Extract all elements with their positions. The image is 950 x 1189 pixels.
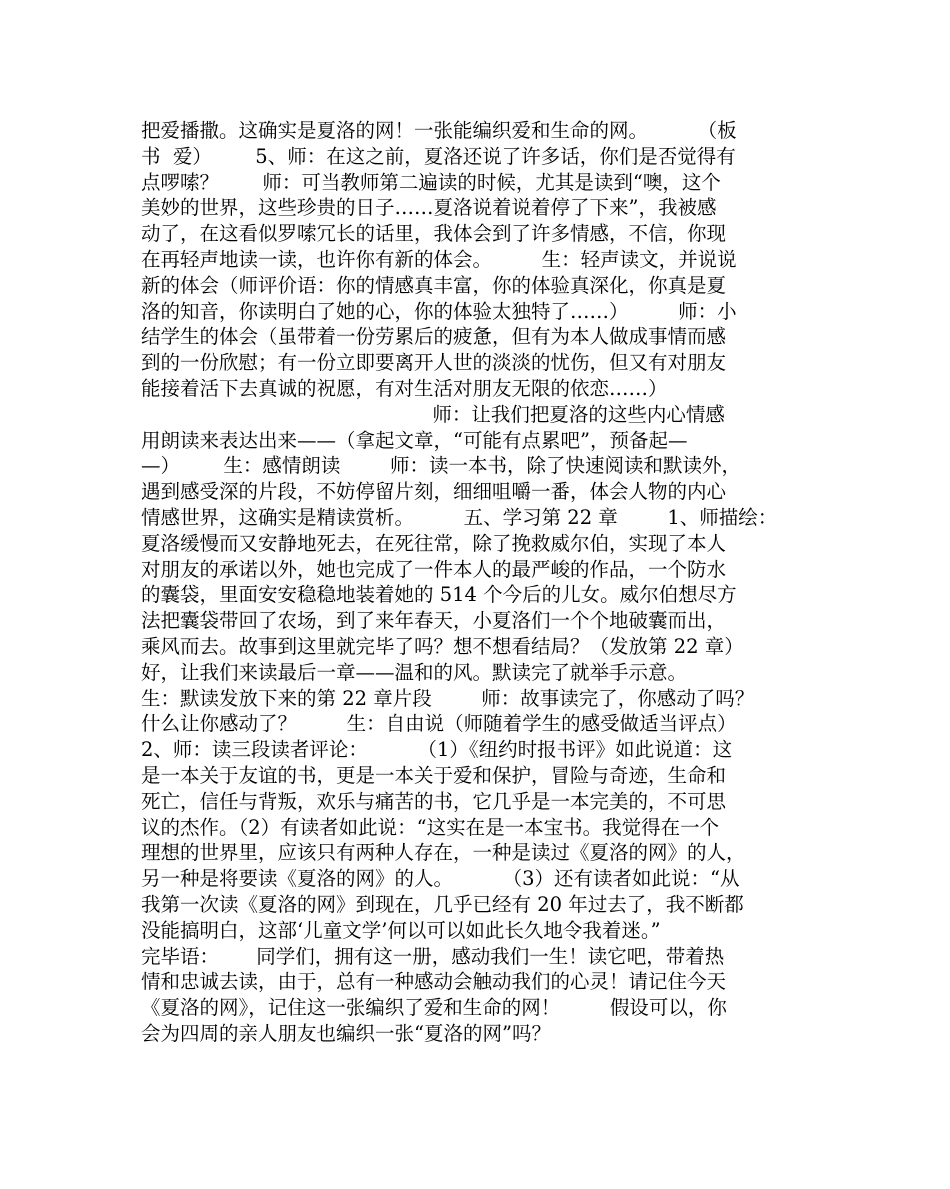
text-line: 美妙的世界，这些珍贵的日子……夏洛说着说着停了下来”，我被感 [141, 196, 717, 220]
text-line: 点啰嗦？ 师：可当教师第二遍读的时候，尤其是读到“噢，这个 [141, 170, 721, 194]
text-line: 《夏洛的网》，记住这一张编织了爱和生命的网！ 假设可以，你 [141, 996, 727, 1020]
text-line: 没能搞明白，这部‘儿童文学’何以可以如此长久地令我着迷。” [141, 918, 661, 942]
text-line: 洛的知音，你读明白了她的心，你的体验太独特了……） 师：小 [141, 299, 737, 323]
text-line: 夏洛缓慢而又安静地死去，在死往常，除了挽救威尔伯，实现了本人 [141, 531, 727, 555]
text-line: 能接着活下去真诚的祝愿，有对生活对朋友无限的依恋……） [141, 376, 668, 400]
text-line: 议的杰作。（2）有读者如此说：“这实在是一本宝书。我觉得在一个 [141, 815, 720, 839]
text-line: 新的体会（师评价语：你的情感真丰富，你的体验真深化，你真是夏 [141, 273, 727, 297]
text-line: 乘风而去。故事到这里就完毕了吗？想不想看结局？（发放第 22 章） [141, 634, 744, 658]
text-line: 会为四周的亲人朋友也编织一张“夏洛的网”吗？ [141, 1021, 551, 1045]
text-line: 对朋友的承诺以外，她也完成了一件本人的最严峻的作品，一个防水 [141, 557, 727, 581]
text-line: 是一本关于友谊的书，更是一本关于爱和保护，冒险与奇迹，生命和 [141, 763, 727, 787]
text-line: 用朗读来表达出来——（拿起文章，“可能有点累吧”，预备起— [141, 428, 688, 452]
document-body-text [141, 118, 811, 1047]
text-line: 把爱播撒。这确实是夏洛的网！一张能编织爱和生命的网。 （板 [141, 119, 737, 142]
text-line: 2、师：读三段读者评论： （1）《纽约时报书评》如此说道：这 [141, 738, 733, 762]
text-line: 在再轻声地读一读，也许你有新的体会。 生：轻声读文，并说说 [141, 247, 737, 271]
text-line: 情和忠诚去读，由于，总有一种感动会触动我们的心灵！请记住今天 [141, 970, 727, 994]
text-line: 生：默读发放下来的第 22 章片段 师：故事读完了，你感动了吗？ [141, 686, 755, 710]
text-line: 师：让我们把夏洛的这些内心情感 [141, 402, 725, 426]
text-line: 好，让我们来读最后一章——温和的风。默读完了就举手示意。 [141, 660, 688, 684]
text-line: 另一种是将要读《夏洛的网》的人。 （3）还有读者如此说：“从 [141, 867, 740, 891]
text-line: 理想的世界里，应该只有两种人存在，一种是读过《夏洛的网》的人， [141, 841, 746, 865]
text-line: 书 爱） 5、师：在这之前，夏洛还说了许多话，你们是否觉得有 [141, 144, 736, 168]
text-line: 什么让你感动了？ 生：自由说（师随着学生的感受做适当评点） [141, 712, 737, 736]
text-line: 遇到感受深的片段，不妨停留片刻，细细咀嚼一番，体会人物的内心 [141, 480, 727, 504]
text-line: 完毕语： 同学们，拥有这一册，感动我们一生！读它吧，带着热 [141, 944, 725, 968]
text-line: 到的一份欣慰；有一份立即要离开人世的淡淡的忧伤，但又有对朋友 [141, 351, 727, 375]
text-line: 法把囊袋带回了农场，到了来年春天，小夏洛们一个个地破囊而出， [141, 609, 727, 633]
text-line: 死亡，信任与背叛，欢乐与痛苦的书，它几乎是一本完美的，不可思 [141, 789, 727, 813]
text-line: 情感世界，这确实是精读赏析。 五、学习第 22 章 1、师描绘： [141, 505, 778, 529]
text-line: 我第一次读《夏洛的网》到现在，几乎已经有 20 年过去了，我不断都 [141, 892, 744, 916]
text-line: —） 生：感情朗读 师：读一本书，除了快速阅读和默读外， [141, 454, 741, 478]
text-line: 动了，在这看似罗嗦冗长的话里，我体会到了许多情感，不信，你现 [141, 222, 727, 246]
text-line: 结学生的体会（虽带着一份劳累后的疲惫，但有为本人做成事情而感 [141, 325, 727, 349]
text-line: 的囊袋，里面安安稳稳地装着她的 514 个今后的儿女。威尔伯想尽方 [141, 583, 737, 607]
